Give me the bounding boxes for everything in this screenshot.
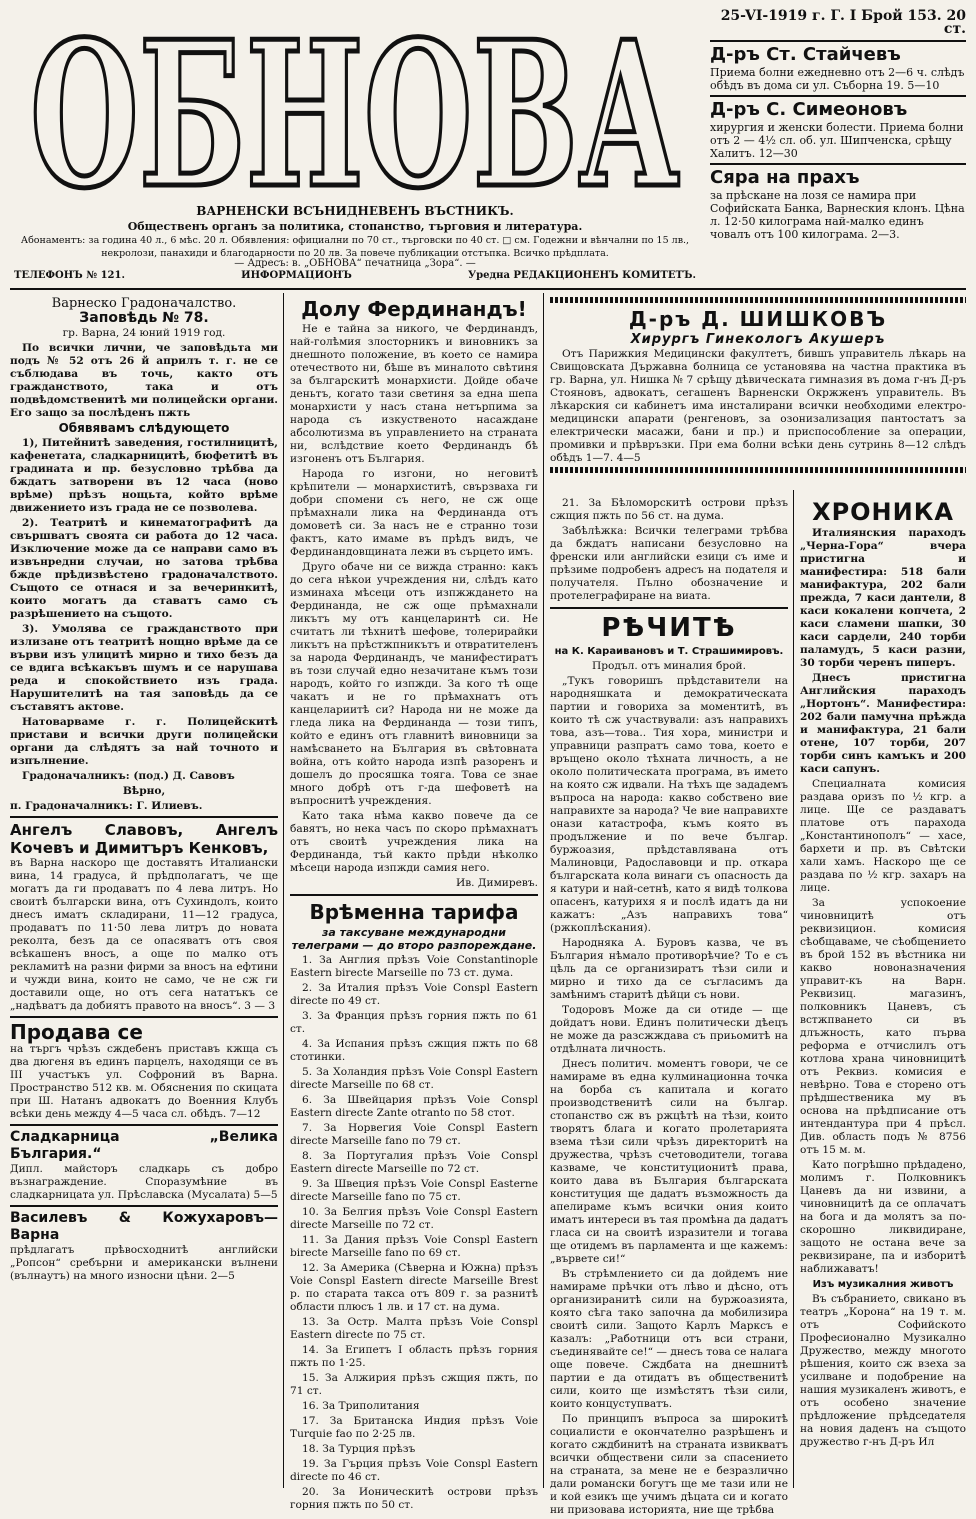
- col1-header: Варнеско Градоначалство.: [51, 296, 237, 311]
- ad-staychev: [710, 40, 966, 95]
- order-date: гр. Варна, 24 юний 1919 год.: [62, 327, 226, 339]
- order-sign1: Градоначалникъ: (под.) Д. Савовъ: [22, 770, 235, 782]
- chronicle-p3: Специалната комисия раздава оризъ по ½ кгр. а лице. Ще се раздаватъ платове отъ парахода „Константинополъ“ — хасе, бархети и пр. въ Свѣтски хали хамъ. Наскоро ще се раздава по ½ кгр. захаръ на лице.: [800, 778, 966, 894]
- tariff-item: 9. За Швеция прѣзъ Voie Conspl Easterne directe Marseille fano по 75 ст.: [290, 1178, 538, 1203]
- speech-p4: Днесъ политич. моментъ говори, че се намираме въ една кулминационна точка на борба съ капитала и когато производственитѣ сили на българ. стопанство сж въ ржцѣтѣ на тѣзи, които творятъ блага и когато пролетарията взема тѣзи сили чрѣзъ директоритѣ на дружества, чрѣзъ счетоводители, тогава казваме, че конституционитѣ права, които дава въ България българската конституция ще дадатъ възможность да апелираме къмъ всички ония които иматъ интереси въ тая промѣна да дадатъ гласа си на своитѣ изразители и тогава ще отидемъ въ парламента и ще кажемъ: „вървете си!“: [550, 1058, 788, 1265]
- speech-p6: По принципъ въпроса за широкитѣ социалисти е окончателно разрѣшенъ и когато сждбинитѣ на страната извикватъ всички обществени сили за спасението на страната, за мене не е безразлично дали романски богутъ ще ме тази или не и кой езикъ ще учимъ дѣцата си и когато ни призовава историята, ние ще трѣбва: [550, 1413, 788, 1516]
- ad-staychev-text: Приема болни ежедневно отъ 2—6 ч. слѣдъ обѣдъ въ дома си ул. Съборна 19. 5—10: [710, 66, 965, 92]
- shishkov-ad-title: Д-ръ Д. ШИШКОВЪ: [628, 307, 888, 331]
- order-sign3: п. Градоначалникъ: Г. Илиевъ.: [10, 800, 203, 812]
- ad-sulfur-title: Сяра на прахъ: [710, 167, 860, 188]
- col2-divider: [290, 894, 538, 896]
- ferdinand-p1: Не е тайна за никого, че Фердинандъ, най-голѣмия злосторникъ и виновникъ за днешното положение, въ което се намира отечеството ни, бѣше въ миналото свѣтиня за българскитѣ монархисти. Дойде обаче деньтъ, когато тази светиня за една шепа монархисти у насъ стана нетърпима за народа съ изкуственото насаждане абсолютизма въ управлението на страната ни, вслѣдствие което Фердинандъ бѣ изгоненъ отъ България.: [290, 323, 538, 465]
- speech-p5: Въ стрѣмлението си да дойдемъ ние намираме прѣчки отъ лѣво и дѣсно, отъ организиранитѣ сили на буржоазията, която сѣга тако започна да мобилизира своитѣ сили. Защото Карлъ Марксъ е казалъ: „Работници отъ вси страни, съединявайте се!“ — днесъ това се налага още повече. Сждбата на днешнитѣ партии е да отидатъ въ общественитѣ сили, които ще измѣстятъ тѣзи сили, които концуступватъ.: [550, 1268, 788, 1410]
- tariff-item: 14. За Египетъ I область прѣзъ горния пжть по 1·25.: [290, 1344, 538, 1369]
- masthead-address: — Адресъ: в. „ОБНОВА“ печатница „Зора“. —: [234, 258, 476, 269]
- masthead-phone: ТЕЛЕФОНЪ № 121.: [14, 270, 125, 281]
- ferdinand-p2: Народа го изгони, но неговитѣ крѣпители — монархиститѣ, свързваха ги добри спомени съ него, не сж още прѣмахнали лика на Фердинанда отъ домоветѣ си. За насъ не е странно този фактъ, като имаме въ прѣдъ видъ, че Фердинандовщината лежи въ сърцето имъ.: [290, 468, 538, 558]
- issue-line: 25-VI-1919 г. Г. I Брой 153. 20 ст.: [720, 8, 966, 37]
- tariff-item: 17. За Британска Индия прѣзъ Voie Turquie fao по 2·25 лв.: [290, 1415, 538, 1440]
- ferdinand-p4: Като така нѣма какво повече да се бавятъ, но нека часъ по скоро прѣмахнатъ отъ своитѣ учреждения лика на Фердинанда, тъй както прѣди нѣколко мѣсеци народа изпжди самия него.: [290, 810, 538, 874]
- tariff-item: 8. За Португалия прѣзъ Voie Conspl Eastern directe Marseille по 72 ст.: [290, 1150, 538, 1175]
- column-rule-3: [793, 490, 794, 1488]
- chronicle-p6: Въ събранието, свикано въ театръ „Корона“ на 19 т. м. отъ Софийското Професионално Музикално Дружество, между многото рѣшения, които сж взеха за усилване и подобрение на нашия музикаленъ животъ, е отъ особено значение прѣдложение прѣдседателя на новия даденъ на същото дружество г-нъ Д-ръ Ил: [800, 1293, 966, 1448]
- order-p3: 2). Театритѣ и кинематографитѣ да свършватъ своята си работа до 12 часа. Изключение може да се направи само въ извънредни случаи, но затова трѣбва бжде прѣдизвѣстено градоначалството. Същото се отнася и за вечеринкитѣ, които могатъ да ставатъ само съ разрѣшението на същото.: [10, 517, 278, 620]
- shishkov-ad-subtitle: Хирургъ Гинекологъ Акушеръ: [630, 332, 886, 347]
- order-p5: Натоварваме г. г. Полицейскитѣ пристави и всички други полицейски органи да слѣдятъ за най точното и изпълнение.: [10, 716, 278, 767]
- order-title: Заповѣдь № 78.: [79, 310, 209, 326]
- tariff-note: Забѣлѣжка: Всички телеграми трѣбва да бждатъ написани безусловно на френски или английски езици съ име и прѣзиме подробенъ адресъ на подателя и получателя. Пълно обозначение и протелеграфиране на виата.: [550, 525, 788, 602]
- ad-simeonov: [710, 95, 966, 163]
- masthead: [10, 10, 700, 285]
- col1-divider-4: [10, 1205, 278, 1207]
- chronicle-title: ХРОНИКА: [812, 498, 954, 526]
- confectionery-ad-text: Дипл. майсторъ сладкарь съ добро възнаграждение. Споразумѣние въ сладкарницата ул. Прѣславска (Мусалата) 5—5: [10, 1163, 278, 1201]
- speech-p1: „Тукъ говоришъ прѣдставители на народняшката и демократическата партии и говориха за моментитѣ, въ които тѣ сж участвували: азъ направихъ това, азъ—това.. Тия хора, министри и управници разпратъ само това, което е връщено около тѣхната личность, а не около политическата програма, въ името на която сж идвали. На тѣхъ ще зададемъ въпроса на народа: какво собствено вие направихте за народа? Че вие направихте онази катастрофа, къмъ която въ продължение и по вече българ. буржоазия, прѣдставлявана отъ Малиновци, Радославовци и пр. откара българската кола винаги съ опасность да я катури и най-сетнѣ, като я видѣ толкова опасенъ, катурихя я и послѣ идатъ да ни кажатъ: „Азъ направихъ това“ (ржкоплѣскания).: [550, 675, 788, 934]
- masthead-info: ИНФОРМАЦИОНЪ: [241, 270, 352, 281]
- tariff-item: 7. За Норвегия Voie Conspl Eastern directe Marseille fano по 79 ст.: [290, 1122, 538, 1147]
- order-sign2: Вѣрно,: [122, 785, 166, 797]
- column-rule-1: [283, 293, 284, 1488]
- tariff-item: 11. За Дания прѣзъ Voie Conspl Eastern birecte Marseille fano по 69 ст.: [290, 1234, 538, 1259]
- tariff-item: 4. За Испания прѣзъ сжщия пжть по 68 стотинки.: [290, 1038, 538, 1063]
- masthead-subtitle: ВАРНЕНСКИ ВСЪНИДНЕВЕНЪ ВЪСТНИКЪ.: [196, 204, 514, 218]
- wine-ad-text: въ Варна наскоро ще доставятъ Италиански вина, 14 градуса, й прѣдполагатъ, че ще могатъ да ги продаватъ по 4 лева литръ. Но своитѣ български вина, отъ Сухиндолъ, които днесъ иматъ складирани, 11—12 градуса, продаватъ по 11·50 лева литръ до новата реколта, безъ да се опасяватъ отъ своя всѣкашенъ вносъ, а още по малко отъ рекламитѣ на разни фирми за вносъ на ефтини и чужди вина, които не само, че не сж ги доставили още, но отъ сега нататъкъ се „надѣватъ да добиятъ правото на вносъ“. 3 — 3: [10, 857, 278, 1012]
- tariff-item: 10. За Белгия прѣзъ Voie Conspl Eastern directe Marseille по 72 ст.: [290, 1206, 538, 1231]
- tariff-item: 12. За Америка (Сѣверна и Южна) прѣзъ Voie Conspl Eastern directe Marseille Brest р. по старата такса отъ 809 г. за разнитѣ области плюсъ 1 лв. и 17 ст. на дума.: [290, 1262, 538, 1313]
- speech-p3: Тодоровъ Може да си отиде — ще дойдатъ нови. Единъ политически дѣецъ не може да разсжждава съ приьомитѣ на отдѣлната личность.: [550, 1004, 788, 1055]
- speech-title: РѢЧИТѢ: [601, 613, 737, 643]
- masthead-subscription: Абонаментъ: за година 40 л., 6 мѣс. 20 л. Обявления: официални по 70 ст., търговски по 40 ст. □ см. Годежни и вѣнчални по 15 лв., некролози, панахиди и благодарности по 20 лв. За повече публикации отстъпка. Всичко прѣдплата.: [20, 235, 690, 259]
- sale-ad-title: Продава се: [10, 1020, 143, 1044]
- column-2: [290, 295, 538, 1514]
- chronicle-p4: За успокоение чиновницитѣ отъ реквизицион. комисия сѣобщаваме, че сѣобщението въ брой 152 въ вѣстника ни какво новоназначения управит-къ на Варн. Реквизиц. магазинъ, полковникъ Цаневъ, съ встжпването си въ длъжность, като първа реформа е отчислилъ отъ котлова храна чиновницитѣ отъ Реквиз. комисия е невѣрно. Това е сторено отъ прѣдшественика му въ основа на прѣдписание отъ интендантура при 4 прѣсл. Див. область подъ № 8756 отъ 15 м. м.: [800, 897, 966, 1156]
- tariff-item: 16. За Триполитания: [302, 1400, 420, 1412]
- tariff-subtitle: за таксуване международни телеграми — до второ разпореждане.: [291, 926, 537, 952]
- column-4: [800, 497, 966, 1451]
- column-rule-2: [543, 293, 544, 1488]
- speech-subtitle: на К. Караивановъ и Т. Страшимировъ.: [554, 646, 784, 657]
- music-title: Изъ музикалния животъ: [812, 1279, 954, 1290]
- ad-border-top: [550, 297, 966, 303]
- ad-simeonov-title: Д-ръ С. Симеоновъ: [710, 99, 908, 120]
- confectionery-ad-title: Сладкарница „Велика България.“: [10, 1129, 278, 1162]
- col1-divider-2: [10, 1016, 278, 1018]
- tariff-item: 3. За Франция прѣзъ горния пжть по 61 ст.: [290, 1010, 538, 1035]
- ad-sulfur: [710, 163, 966, 244]
- chronicle-p5: Като погрѣшно прѣдадено, молимъ г. Полковникъ Цаневъ да ни извини, а чиновницитѣ да се оплачатъ на бога и да молятъ за по-скорошно ликвидиране, защото не остана вече за реквизиране, па и изборитѣ наближаватъ!: [800, 1159, 966, 1275]
- tariff-item: 1. За Англия прѣзъ Voie Constantinople Eastern birecte Marseille по 73 ст. дума.: [290, 954, 538, 979]
- tariff-item: 6. За Швейцария прѣзъ Voie Conspl Eastern directe Zante otranto по 58 стот.: [290, 1094, 538, 1119]
- ad-border-bottom: [550, 467, 966, 473]
- masthead-title: ОБНОВА: [30, 10, 680, 205]
- tariff-item: 20. За Ионическитѣ острови прѣзъ горния пжть по 50 ст.: [290, 1486, 538, 1511]
- masthead-editor: Уредна РЕДАКЦИОНЕНЪ КОМИТЕТЪ.: [468, 270, 696, 281]
- col3-divider: [550, 607, 788, 609]
- ferdinand-sign: Ив. Димиревъ.: [455, 877, 538, 889]
- tariff-item: 13. За Остр. Малта прѣзъ Voie Conspl Eastern directe по 75 ст.: [290, 1316, 538, 1341]
- column-3: [550, 295, 966, 477]
- masthead-tagline: Общественъ органъ за политика, стопанство, търговия и литература.: [127, 220, 583, 233]
- tariff-item: 15. За Алжирия прѣзъ сжщия пжть, по 71 ст.: [290, 1372, 538, 1397]
- column-1: [10, 295, 278, 1285]
- col1-divider-3: [10, 1124, 278, 1126]
- tariff-item-21: 21. За Бѣломорскитѣ острови прѣзъ сжщия пжть по 56 ст. на дума.: [550, 497, 788, 522]
- tariff-title: Врѣменна тарифа: [309, 900, 519, 924]
- tariff-item: 18. За Турция прѣзъ: [302, 1443, 416, 1455]
- tariff-item: 2. За Италия прѣзъ Voie Conspl Eastern directe по 49 ст.: [290, 982, 538, 1007]
- tariff-item: 5. За Холандия прѣзъ Voie Conspl Eastern directe Marseille по 68 ст.: [290, 1066, 538, 1091]
- ad-simeonov-text: хирургия и женски болести. Приема болни отъ 2 — 4½ сл. об. ул. Шипченска, срѣщу Халитъ. 12—30: [710, 121, 964, 160]
- vasilev-ad-text: прѣдлагатъ прѣвосходнитѣ английски „Ропсон“ сребърни и американски вълнени (вълнаутъ) на много износни цѣни. 2—5: [10, 1244, 278, 1282]
- masthead-footer-row: [10, 269, 700, 282]
- ad-sulfur-text: за прѣскане на лозя се намира при Софийската Банка, Варнеския клонъ. Цѣна л. 12·50 килограма най-малко единъ човалъ отъ 100 килограма. 2—3.: [710, 189, 965, 241]
- ferdinand-title: Долу Фердинандъ!: [301, 297, 527, 321]
- order-announce: Обявявамъ слѣдующето: [58, 421, 230, 435]
- masthead-logo: [10, 10, 700, 205]
- tariff-list: [290, 954, 538, 1512]
- speech-p2: Народняка А. Буровъ казва, че въ България нѣмало противорѣчие? То е съ цѣль да се организиратъ тѣзи сили и мирно и тихо да се съгласимъ да замѣнимъ старитѣ дѣйци съ нови.: [550, 937, 788, 1001]
- tariff-item: 19. За Гърция прѣзъ Voie Conspl Eastern directe по 46 ст.: [290, 1458, 538, 1483]
- sale-ad-text: на търгъ чрѣзъ сждебенъ приставъ кжща съ два дюгеня въ единъ парцелъ, находящи се въ III участъкъ ул. Софроний въ Варна. Пространство 512 кв. м. Обяснения по скицата при Ш. Натанъ адвокатъ до Военния Клубъ всѣки день между 4—5 часа сл. обѣдъ. 7—12: [10, 1043, 278, 1120]
- shishkov-ad-text: Отъ Парижкия Медицински факултетъ, бившъ управитель лѣкарь на Свищовската Държавна болница се установява на частна практика въ гр. Варна, ул. Нишка № 7 срѣщу дѣвическата гимназия въ дома г-нъ Д-ръ Стояновъ, адвокатъ, сегашенъ Варненски Окржженъ управитель. Въ лѣкарския си кабинетъ има инсталирани всички необходими електро-медицински апарати (ренгеновъ, за озонизализация пантостатъ за електрически масажи, бани и пр.) и приспособление за операции, промивки и прѣвръзки. При ема болни всѣки день сутринь 8—12 слѣдъ обѣдъ 1—7. 4—5: [550, 348, 966, 464]
- top-right-ads: [710, 10, 966, 295]
- ferdinand-p3: Друго обаче ни се вижда странно: какъ до сега нѣкои учреждения ни, слѣдъ като изминаха мѣсеци отъ изпжждането на Фердинанда, не сж още прѣмахнали ликътъ му отъ канцеларинтѣ си. Не считатъ ли тѣхнитѣ шефове, толерирайки ликътъ на прѣстжпникътъ и отвратителенъ за народа Фердинандъ, че манифестиратъ въ този случай едно незачитане къмъ този народъ, който го изпжди. За кого тѣ още чакатъ и не го прѣмахнатъ отъ канцелариитѣ си? Народа ни не може да гледа лика на Фердинанда — този типъ, който е единъ отъ главнитѣ виновници за намѣсването на България въ свѣтовната война, отъ който народа изпѣ разоренъ и дошелъ до просяшка тояга. Това се знае много добрѣ отъ г-да шефоветѣ на въпроснитѣ учреждения.: [290, 561, 538, 807]
- newspaper-page: [10, 8, 966, 1516]
- chronicle-p1: Италиянския параходъ „Черна-Гора“ вчера пристигна и манифестира: 518 бали манифактура, 202 бали прежда, 7 каси дантели, 8 каси кокалени копчета, 2 каси сламени шапки, 30 каси сардели, 240 торби паламудъ, 5 каси разни, 30 торби черенъ пиперъ.: [800, 527, 966, 669]
- wine-ad-title: Ангелъ Славовъ, Ангелъ Кочевъ и Димитъръ Кенковъ,: [10, 821, 278, 857]
- ad-staychev-title: Д-ръ Ст. Стайчевъ: [710, 44, 901, 65]
- header-rule: [10, 288, 966, 290]
- col1-divider-1: [10, 816, 278, 818]
- order-p1: По всички лични, че заповѣдьта ми подъ № 52 отъ 26 й априлъ т. г. не се съблюдава въ точь, както отъ гражданството, така и отъ подвѣдомственитѣ ми полицейски органи. Его защо за послѣденъ пжть: [10, 342, 278, 419]
- chronicle-p2: Днесъ пристигна Английския параходъ „Нортонъ“. Манифестира: 202 бали памучна прѣжда и манифактура, 21 бали отене, 107 торби, 207 торби синъ камъкъ и 200 каси сапунъ.: [800, 672, 966, 775]
- order-p2: 1), Питейнитѣ заведения, гостилницитѣ, кафенетата, сладкарницитѣ, бюфетитѣ въ градината и пр. безусловно трѣбва да бждатъ затворени въ 12 часа (ново врѣме) прѣзъ нощьта, който врѣме движението изъ града не се позволева.: [10, 437, 278, 514]
- vasilev-ad-title: Василевъ & Кожухаровъ— Варна: [10, 1210, 278, 1243]
- order-p4: 3). Умолява се гражданството при излизане отъ театритѣ нощно врѣме да се върви изъ улицитѣ мирно и тихо безъ да се вдига всѣкакъвъ шумъ и се нарушава реда и спокойствието изъ града. Нарушителитѣ на тая заповѣдь да се съставятъ актове.: [10, 623, 278, 713]
- speech-continued: Продъл. отъ миналия брой.: [592, 660, 746, 672]
- column-3-lower: [550, 497, 788, 1519]
